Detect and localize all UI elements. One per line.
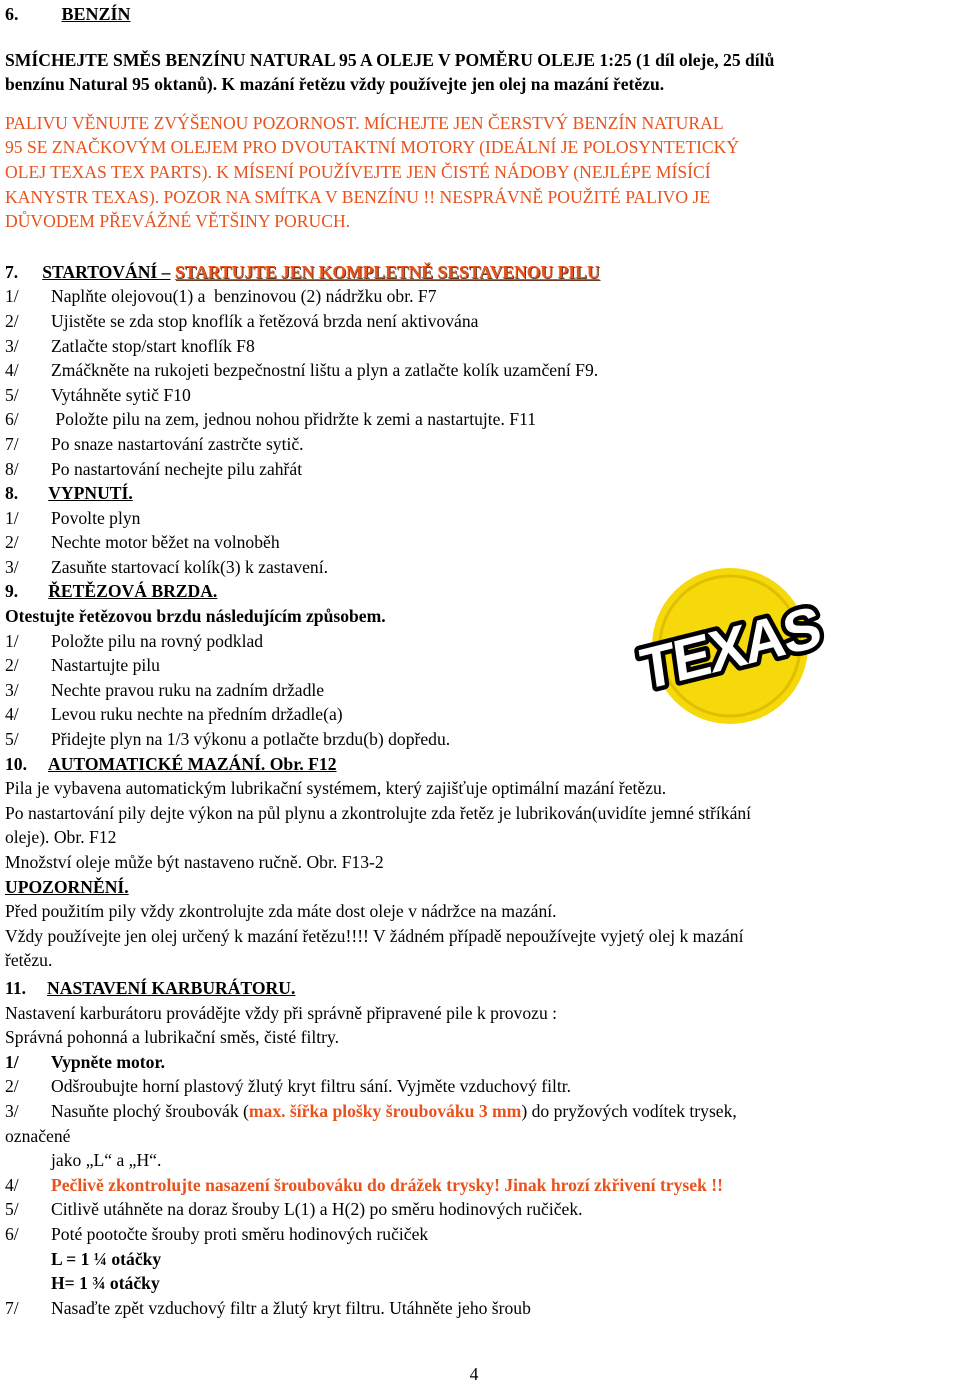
section-title: NASTAVENÍ KARBURÁTORU.: [47, 977, 296, 998]
logo-text: TEXAS: [636, 594, 824, 704]
texas-logo: [636, 558, 824, 728]
section-title: AUTOMATICKÉ MAZÁNÍ. Obr. F12: [48, 753, 337, 774]
startup-steps: [5, 284, 955, 481]
fuel-warning: [5, 111, 955, 234]
lubrication-paragraph-3: Množství oleje může být nastaveno ručně. Obr. F13-2: [5, 852, 384, 872]
step-text: Povolte plyn: [51, 507, 141, 528]
step-item: [5, 358, 955, 383]
step-item: [5, 457, 955, 482]
section-6-heading: [5, 2, 955, 27]
carburetor-intro-2: Správná pohonná a lubrikační směs, čisté filtry.: [5, 1027, 340, 1048]
fuel-warning-line-2: 95 SE ZNAČKOVÝM OLEJEM PRO DVOUTAKTNÍ MOTORY (IDEÁLNÍ JE POLOSYNTETICKÝ: [5, 137, 740, 158]
carburetor-step-3-line-3: jako „L“ a „H“.: [51, 1150, 162, 1171]
step-text: Zatlačte stop/start knoflík F8: [51, 335, 255, 356]
warning-line-1: Před použitím pily vždy zkontrolujte zda máte dost oleje v nádržce na mazání.: [5, 901, 557, 922]
carburetor-step-6: 6/ Poté pootočte šrouby proti směru hodinových ručiček: [5, 1223, 429, 1244]
step-number: 3/: [5, 679, 19, 700]
step-number: 5/: [5, 384, 19, 405]
step-text: Vytáhněte sytič F10: [51, 384, 191, 405]
fuel-warning-line-3: OLEJ TEXAS TEX PARTS). K MÍSENÍ POUŽÍVEJTE JEN ČISTÉ NÁDOBY (NEJLÉPE MÍSÍCÍ: [5, 161, 711, 182]
step-number: 7/: [5, 433, 19, 454]
step-number: 4/: [5, 704, 19, 725]
step-number: 2/: [5, 655, 19, 676]
step-text: Po snaze nastartování zastrčte sytič.: [51, 433, 304, 454]
fuel-warning-line-4: KANYSTR TEXAS). POZOR NA SMÍTKA V BENZÍNU !! NESPRÁVNĚ POUŽITÉ PALIVO JE: [5, 186, 711, 207]
section-title: ŘETĚZOVÁ BRZDA.: [48, 581, 218, 602]
warning-title: UPOZORNĚNÍ.: [5, 876, 129, 897]
screwdriver-width-note: max. šířka plošky šroubováku 3 mm: [248, 1100, 522, 1121]
page-number: 4: [469, 1364, 479, 1384]
carburetor-step-2: 2/ Odšroubujte horní plastový žlutý kryt filtru sání. Vyjměte vzduchový filtr.: [5, 1076, 572, 1097]
fuel-warning-line-1: PALIVU VĚNUJTE ZVÝŠENOU POZORNOST. MÍCHEJTE JEN ČERSTVÝ BENZÍN NATURAL: [5, 112, 724, 133]
step-text: Po nastartování nechejte pilu zahřát: [51, 458, 303, 479]
step-item: [5, 727, 955, 752]
lubrication-paragraph-2-line-1: Po nastartování pily dejte výkon na půl plynu a zkontrolujte zda řetěz je lubrikován(uvidíte jemné stříkání: [5, 802, 752, 823]
section-number: 9.: [5, 581, 19, 602]
carburetor-step-4: 4/ Pečlivě zkontrolujte nasazení šroubováku do drážek trysky! Jinak hrozí zkřivení trysek !!: [5, 1174, 723, 1195]
carburetor-step-3-line-2: označené: [5, 1125, 71, 1146]
step-text: Levou ruku nechte na předním držadle(a): [51, 704, 343, 725]
h-screw-setting: H= 1 ¾ otáčky: [51, 1273, 160, 1294]
section-number: 7.: [5, 261, 19, 282]
section-number: 6.: [5, 4, 19, 24]
brake-test-intro: Otestujte řetězovou brzdu následujícím způsobem.: [5, 606, 386, 627]
step-text: Nechte motor běžet na volnoběh: [51, 532, 280, 553]
carburetor-intro-1: Nastavení karburátoru provádějte vždy při správně připravené pile k provozu :: [5, 1002, 558, 1023]
nozzle-warning: Pečlivě zkontrolujte nasazení šroubováku do drážek trysky! Jinak hrozí zkřivení trysek !!: [51, 1174, 723, 1195]
step-text: Položte pilu na zem, jednou nohou přidržte k zemi a nastartujte. F11: [51, 409, 537, 430]
section-8-heading: [5, 481, 955, 506]
step-item: [5, 284, 955, 309]
step-number: 2/: [5, 310, 19, 331]
step-item: [5, 309, 955, 334]
section-title: BENZÍN: [61, 4, 131, 24]
section-number: 10.: [5, 753, 27, 774]
lubrication-paragraph-2-line-2: oleje). Obr. F12: [5, 827, 117, 848]
step-text: Přidejte plyn na 1/3 výkonu a potlačte brzdu(b) dopředu.: [51, 729, 451, 750]
carburetor-step-5: 5/ Citlivě utáhněte na doraz šrouby L(1) a H(2) po směru hodinových ručiček.: [5, 1199, 583, 1220]
step-item: [5, 506, 955, 531]
fuel-warning-line-5: DŮVODEM PŘEVÁŽNÉ VĚTŠINY PORUCH.: [5, 211, 351, 232]
section-title: STARTOVÁNÍ –: [42, 261, 171, 282]
step-text: Položte pilu na rovný podklad: [51, 630, 264, 651]
step-number: 1/: [5, 286, 19, 307]
step-number: 5/: [5, 729, 19, 750]
step-number: 4/: [5, 360, 19, 381]
mix-ratio-line-1: SMÍCHEJTE SMĚS BENZÍNU NATURAL 95 A OLEJE V POMĚRU OLEJE 1:25 (1 díl oleje, 25 dílů: [5, 49, 775, 70]
section-11-heading: [5, 976, 955, 1001]
step-number: 8/: [5, 458, 19, 479]
section-title: VYPNUTÍ.: [48, 483, 133, 504]
step-number: 2/: [5, 532, 19, 553]
step-text: Nastartujte pilu: [51, 655, 160, 676]
step-number: 3/: [5, 335, 19, 356]
step-number: 1/: [5, 630, 19, 651]
step-text: Zmáčkněte na rukojeti bezpečnostní lištu a plyn a zatlačte kolík uzamčení F9.: [51, 360, 599, 381]
l-screw-setting: L = 1 ¼ otáčky: [51, 1248, 162, 1269]
step-item: [5, 334, 955, 359]
step-item: [5, 530, 955, 555]
section-10-heading: [5, 752, 955, 777]
step-text: Zasuňte startovací kolík(3) k zastavení.: [51, 556, 329, 577]
carburetor-step-3: 3/ Nasuňte plochý šroubovák (max. šířka plošky šroubováku 3 mm) do pryžových vodítek trysek,: [5, 1100, 737, 1121]
carburetor-step-1: 1/ Vypněte motor.: [5, 1051, 166, 1072]
step-text: Naplňte olejovou(1) a benzinovou (2) nádržku obr. F7: [51, 286, 437, 307]
step-item: [5, 432, 955, 457]
lubrication-paragraph-1: Pila je vybavena automatickým lubrikační systémem, který zajišťuje optimální mazání řetězu.: [5, 778, 667, 799]
texas-logo-graphic: [636, 558, 824, 728]
section-subtitle: STARTUJTE JEN KOMPLETNĚ SESTAVENOU PILU: [174, 261, 600, 282]
step-number: 6/: [5, 409, 19, 430]
step-number: 1/: [5, 507, 19, 528]
section-number: 11.: [5, 977, 27, 998]
step-item: [5, 407, 955, 432]
step-number: 3/: [5, 556, 19, 577]
carburetor-step-7: 7/ Nasaďte zpět vzduchový filtr a žlutý kryt filtru. Utáhněte jeho šroub: [5, 1297, 531, 1318]
step-text: Nechte pravou ruku na zadním držadle: [51, 679, 325, 700]
section-7-heading: [5, 260, 955, 285]
warning-line-2: Vždy používejte jen olej určený k mazání řetězu!!!! V žádném případě nepoužívejte vyjetý olej k mazání: [5, 925, 744, 946]
warning-line-3: řetězu.: [5, 950, 53, 971]
step-item: [5, 383, 955, 408]
mix-ratio-line-2: benzínu Natural 95 oktanů). K mazání řetězu vždy používejte jen olej na mazání řetězu.: [5, 74, 665, 95]
step-text: Ujistěte se zda stop knoflík a řetězová brzda není aktivována: [51, 310, 479, 331]
section-number: 8.: [5, 483, 19, 504]
